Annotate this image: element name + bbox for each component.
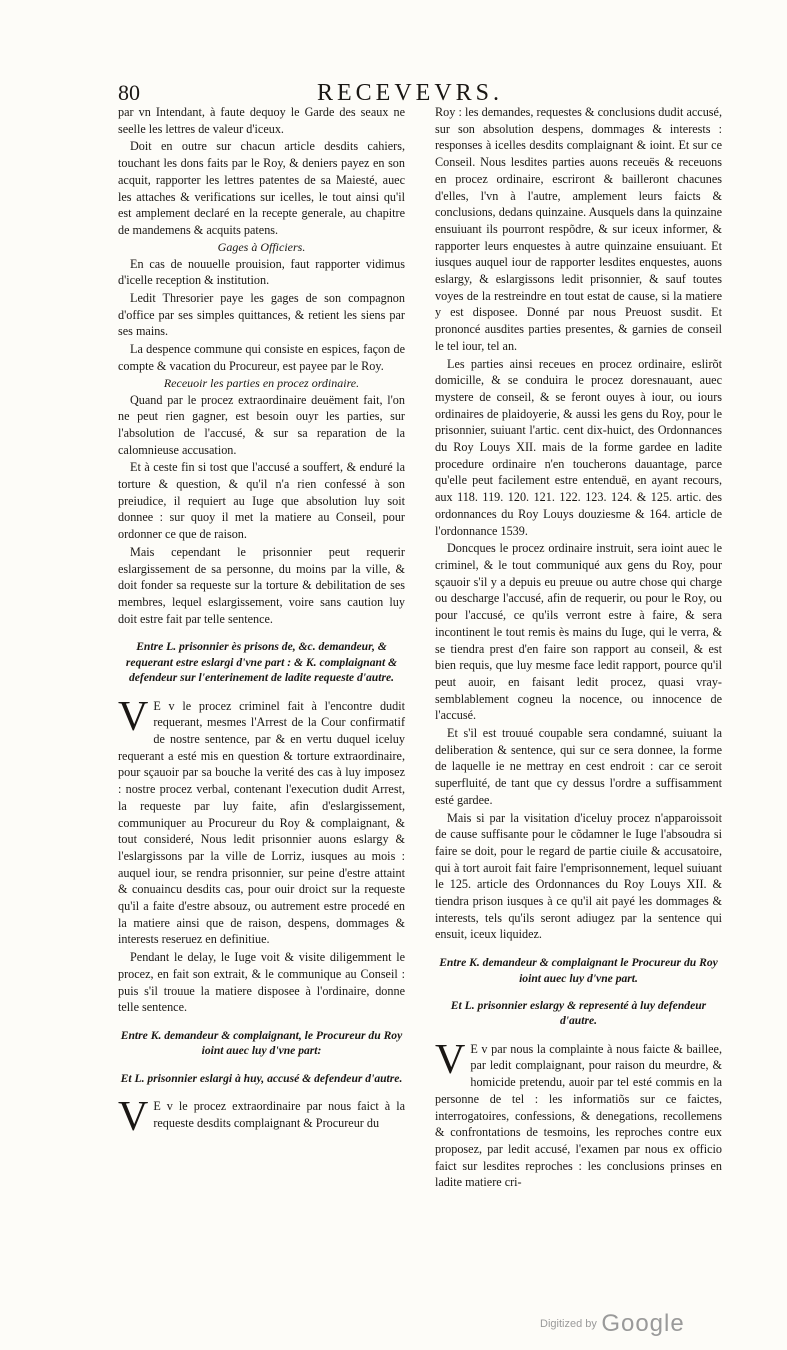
party-heading: Et L. prisonnier eslargy & representé à luy defendeur d'autre. xyxy=(450,998,707,1028)
paragraph: Quand par le procez extraordinaire deuëment fait, l'on ne peut rien gagner, est besoin ouyr les parties, sur l'absolution de l'accusé, & sur sa reparation de la calomnieuse accusation. xyxy=(118,392,405,457)
left-column xyxy=(118,104,405,1141)
page-number: 80 xyxy=(118,80,140,105)
running-title: RECEVEVRS. xyxy=(316,80,503,106)
party-heading: Entre K. demandeur & complaignant, le Procureur du Roy ioint auec luy d'vne part: xyxy=(120,1028,403,1058)
party-heading: Et L. prisonnier eslargi à huy, accusé & defendeur d'autre. xyxy=(120,1071,403,1085)
paragraph: Doncques le procez ordinaire instruit, sera ioint auec le criminel, & le tout communiqué aux gens du Roy, pour sçauoir s'il y a depuis eu preuue ou autre chose qui charge ou descharge l'accusé, afin de requerir, ou pour le Roy, ou pour l'accusé, ce qu'ils verront estre à faire, & sera incontinent le tout remis ès mains du Iuge, qui le verra, & se tiendra prest d'en faire son rapport au conseil, & est bien requis, que luy mesme face ledit rapport, pource qu'il peut auoir, en faisant ledit procez, quasi vray-semblablement cogneu la nocence, ou innocence de l'accusé. xyxy=(435,541,722,723)
drop-cap: V xyxy=(435,1036,466,1083)
paragraph: Mais cependant le prisonnier peut requerir eslargissement de sa personne, du moins par la ville, & doit fonder sa requeste sur la torture & debilitation de ses membres, lequel eslargissement, voire sans caution luy doit estre fait par telle sentence. xyxy=(118,544,405,626)
paragraph: La despence commune qui consiste en espices, façon de compte & vacation du Procureur, est payee par le Roy. xyxy=(118,342,405,373)
paragraph: Ledit Thresorier paye les gages de son compagnon d'office par ses simples quittances, & retient les siens par ses mains. xyxy=(118,291,405,339)
paragraph-text: E v par nous la complainte à nous faicte & baillee, par ledit complaignant, pour raison du meurdre, & homicide pretendu, auoir par tel esté commis en la personne de tel : les informatiõs sur ce faictes, interrogatoires, confessions, & denegations, recollemens & confrontations de tesmoins, les reproches contre eux proposez, par ledit accusé, l'examen par nous ex officio faict sur lesdites reproches : les conclusions prinses en ladite matiere cri- xyxy=(435,1041,722,1190)
paragraph xyxy=(118,1094,405,1141)
party-heading: Entre K. demandeur & complaignant le Procureur du Roy ioint auec luy d'vne part. xyxy=(439,956,718,985)
google-logo: Google xyxy=(601,1310,685,1337)
paragraph: Mais si par la visitation d'iceluy procez n'apparoissoit de cause suffisante pour le cõdamner le Iuge l'absoudra si faire se doit, pour le regard de partie ciuile & accusatoire, qui à tort auroit fait faire l'emprisonnement, lequel suiuant le 125. article des Ordonnances du Roy Louys XII. & tiendra prison iusques à ce qu'il ait payé les dommages & interests, tels qu'ils seront adiugez par la sentence qui ensuit, iceux liquidez. xyxy=(435,810,722,942)
paragraph: Les parties ainsi receues en procez ordinaire, eslirõt domicille, & se conduira le procez doresnauant, auec mystere de conseil, & se feront ouyes à iour, ou iours ordinaires de plaidoyerie, & aussi les gens du Roy, pour le prisonnier, suiuant l'artic. cent dix-huict, des Ordonnances du Roy Louys XII. mais de la forme gardee en ladite procedure ordinaire n'en toucherons dauantage, parce qu'elle peut facilement estre entenduë, en ayant recours, aux 118. 119. 120. 121. 122. 123. 124. & 125. artic. des ordonnances du Roy Louys douziesme & 164. article de l'ordonnance 1539. xyxy=(435,356,722,538)
paragraph: Doit en outre sur chacun article desdits cahiers, touchant les dons faits par le Roy, & deniers payez en son acquit, rapporter les lettres patentes de sa Maiesté, auec les attaches & verifications sur icelles, le tout ainsi qu'il est amplement declaré en la recepte generale, au chapitre de mandemens & acquits patens. xyxy=(118,139,405,237)
paragraph xyxy=(118,693,405,949)
drop-cap: V xyxy=(118,1094,149,1141)
section-heading: Receuoir les parties en procez ordinaire. xyxy=(163,375,360,390)
paragraph: Et s'il est trouué coupable sera condamné, suiuant la deliberation & sentence, qui sur ce sera donnee, la forme de laquelle ie ne mettray en cest endroit : car ce seroit superfluité, de tant que cy dessus l'ordre a suffisamment esté gardee. xyxy=(435,726,722,807)
paragraph: Roy : les demandes, requestes & conclusions dudit accusé, sur son absolution despens, dommages & interests : responses à icelles desdits complaignant & ioint. Et sur ce Conseil. Nous lesdites parties auons receuës & receuons en procez ordinaire, escriront & bailleront chacunes d'elles, l'vn à l'autre, amplement leurs faicts & conclusions, dedans quinzaine. Ausquels dans la quinzaine ensuiuant ils pourront respõdre, & sur iceux informer, & rapporter leurs enquestes à autre quinzaine ensuiuant. Et iusques auquel iour de rapporter lesdites enquestes, auons eslargy, & eslargissons ledit prisonnier, & sauf toutes voyes de la restreindre en tout estat de cause, si la matiere y est disposee. Donné par nous Preuost susdit. Et prononcé ausdites parties presentes, & garnies de conseil le tel iour, tel an. xyxy=(435,105,722,353)
paragraph: Pendant le delay, le Iuge voit & visite diligemment le procez, en fait son extrait, & le communique au Conseil : puis s'il trouue la matiere disposee à l'ordinaire, donne telle sentence. xyxy=(118,950,405,1015)
paragraph-text: E v le procez extraordinaire par nous faict à la requeste desdits complaignant & Procureur du xyxy=(153,1099,405,1130)
paragraph-text: E v le procez criminel fait à l'encontre dudit requerant, mesmes l'Arrest de la Cour confirmatif de nostre sentence, par & en vertu duquel iceluy requerant a esté mis en question & torture extraordinaire, pour sçauoir par sa bouche la verité des cas à luy imposez : nostre procez verbal, contenant l'execution dudit Arrest, la requeste par luy faite, afin d'eslargissement, communiquer au Procureur du Roy & complaignant, & tout consideré, Nous ledit prisonnier auons eslargy & l'eslargissons par la ville de Lorriz, iusques au mois : auquel iour, se rendra prisonnier, sur peine d'estre attaint & conuaincu desdits cas, pour ouir droict sur la requeste qu'il a faite d'estre absouz, ou autrement estre procedé en la matiere ainsi que de raison, despens, dommages & interests reseruez en definitiue. xyxy=(118,698,405,947)
paragraph xyxy=(435,1036,722,1191)
section-heading: Gages à Officiers. xyxy=(217,239,306,254)
digitized-watermark xyxy=(540,1310,685,1338)
paragraph: par vn Intendant, à faute dequoy le Garde des seaux ne seelle les lettres de valeur d'iceux. xyxy=(118,105,405,136)
paragraph: En cas de nouuelle prouision, faut rapporter vidimus d'icelle reception & institution. xyxy=(118,256,405,288)
party-heading: Entre L. prisonnier ès prisons de, &c. demandeur, & requerant estre eslargi d'vne part : & K. complaignant & defendeur sur l'enterinement de ladite requeste d'autre. xyxy=(125,640,398,685)
paragraph: Et à ceste fin si tost que l'accusé a souffert, & enduré la torture & question, & qu'il n'a rien confessé à son preiudice, il requiert au Iuge que absolution luy soit donnee : sur quoy il met la matiere au Conseil, pour ordonner ce que de raison. xyxy=(118,460,405,542)
right-column xyxy=(435,104,722,1192)
drop-cap: V xyxy=(118,693,149,740)
digitized-label: Digitized by xyxy=(540,1318,597,1330)
